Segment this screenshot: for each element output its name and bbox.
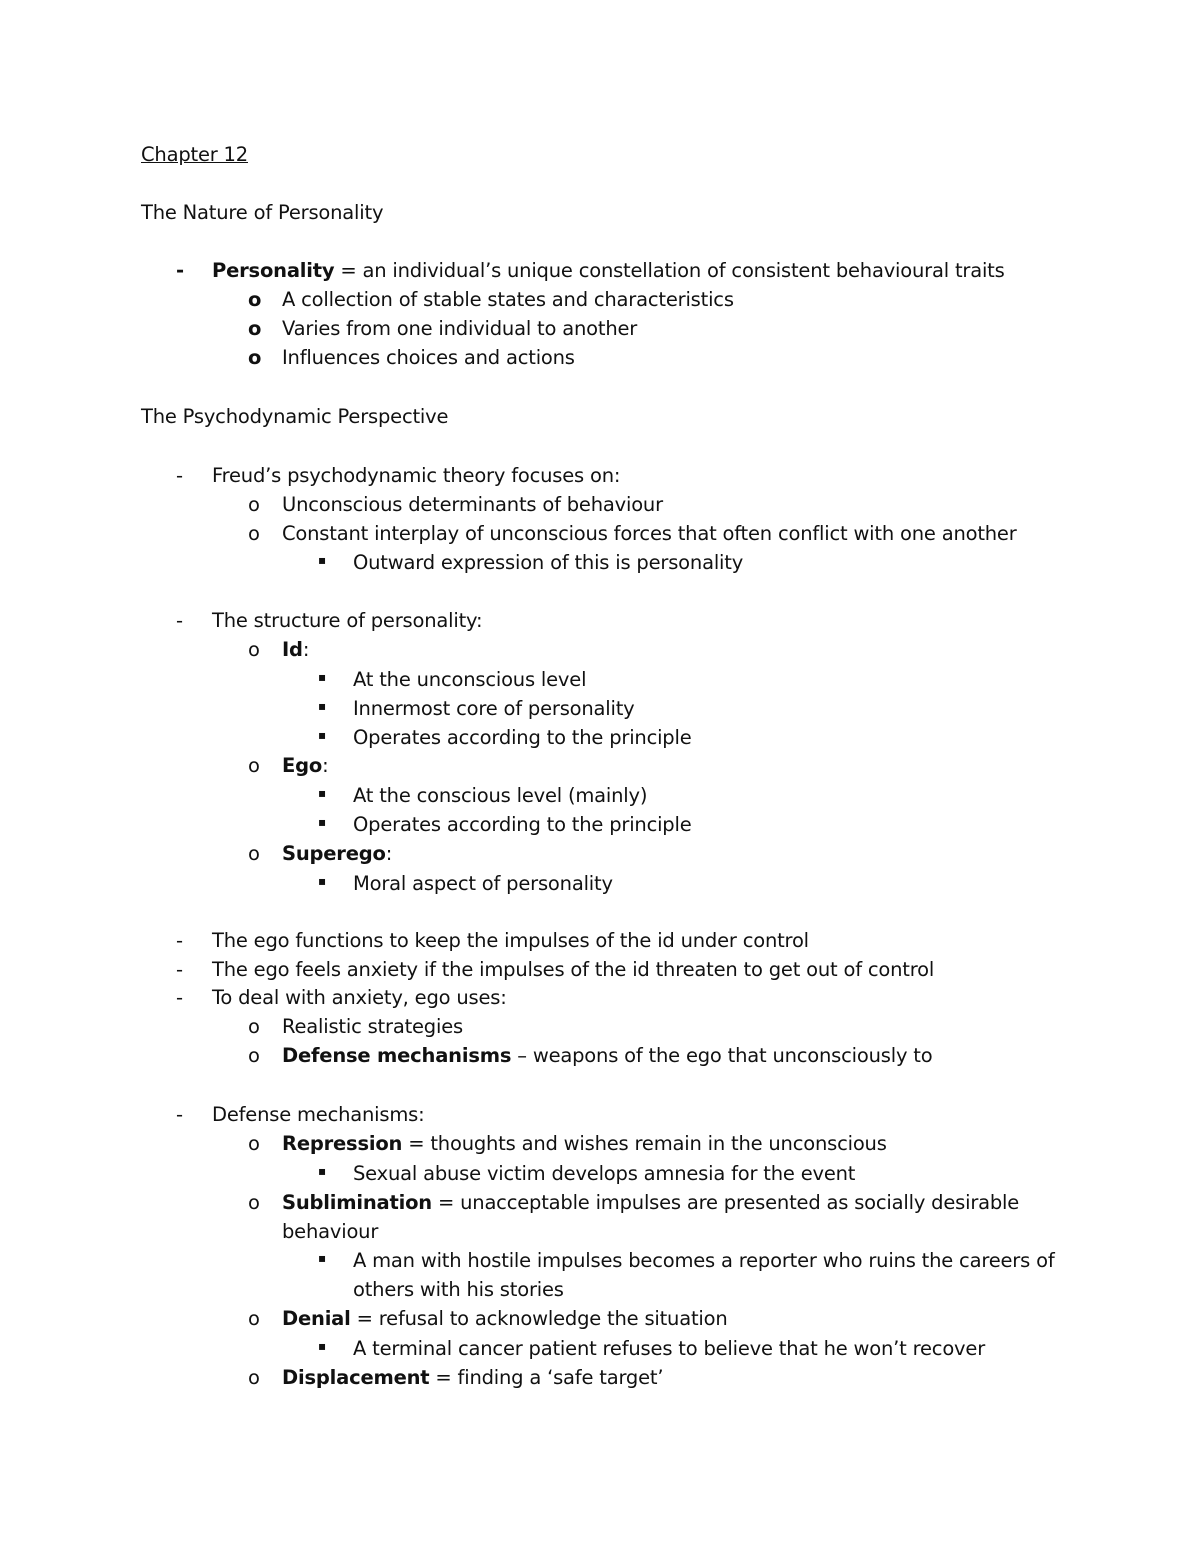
term: Sublimination bbox=[282, 1191, 432, 1214]
section-title: The Psychodynamic Perspective bbox=[141, 405, 449, 428]
list-item-text: The ego functions to keep the impulses of the id under control bbox=[212, 929, 809, 952]
list-item-text: Outward expression of this is personality bbox=[353, 551, 744, 574]
square-bullet-icon: ▪ bbox=[318, 786, 326, 800]
list-item-text: Moral aspect of personality bbox=[353, 872, 613, 895]
list-item-continuation: behaviour bbox=[282, 1220, 379, 1243]
circle-bullet-icon: o bbox=[248, 288, 262, 311]
colon: : bbox=[322, 754, 329, 777]
chapter-heading: Chapter 12 bbox=[141, 143, 248, 166]
dash-bullet-icon: - bbox=[176, 1103, 183, 1126]
circle-bullet-icon: o bbox=[248, 638, 260, 661]
list-item-text: Defense mechanisms: bbox=[212, 1103, 425, 1126]
circle-bullet-icon: o bbox=[248, 1191, 260, 1214]
list-item-text: At the unconscious level bbox=[353, 668, 587, 691]
circle-bullet-icon: o bbox=[248, 1307, 260, 1330]
list-item-text: Sexual abuse victim develops amnesia for the event bbox=[353, 1162, 856, 1185]
square-bullet-icon: ▪ bbox=[318, 815, 326, 829]
list-item-continuation: others with his stories bbox=[353, 1278, 564, 1301]
circle-bullet-icon: o bbox=[248, 317, 262, 340]
colon: : bbox=[385, 842, 393, 865]
list-item-text: Influences choices and actions bbox=[282, 346, 575, 369]
term: Id bbox=[282, 638, 303, 661]
definition: = refusal to acknowledge the situation bbox=[350, 1307, 728, 1330]
term: Personality bbox=[212, 259, 335, 282]
circle-bullet-icon: o bbox=[248, 1132, 260, 1155]
circle-bullet-icon: o bbox=[248, 754, 260, 777]
list-item-text: To deal with anxiety, ego uses: bbox=[212, 986, 507, 1009]
dash-bullet-icon: - bbox=[176, 958, 183, 981]
term: Ego bbox=[282, 754, 323, 777]
circle-bullet-icon: o bbox=[248, 346, 262, 369]
list-item-text: Innermost core of personality bbox=[353, 697, 635, 720]
list-item-text: Unconscious determinants of behaviour bbox=[282, 493, 663, 516]
list-item-text: The ego feels anxiety if the impulses of the id threaten to get out of control bbox=[212, 958, 935, 981]
dash-bullet-icon: - bbox=[176, 609, 183, 632]
square-bullet-icon: ▪ bbox=[318, 1339, 326, 1353]
section-title: The Nature of Personality bbox=[141, 201, 384, 224]
term: Denial bbox=[282, 1307, 351, 1330]
term: Defense mechanisms bbox=[282, 1044, 512, 1067]
list-item-text: A terminal cancer patient refuses to believe that he won’t recover bbox=[353, 1337, 986, 1360]
circle-bullet-icon: o bbox=[248, 1044, 260, 1067]
definition: = unacceptable impulses are presented as socially desirable bbox=[431, 1191, 1020, 1214]
colon: : bbox=[302, 638, 310, 661]
circle-bullet-icon: o bbox=[248, 493, 260, 516]
list-item-text: Varies from one individual to another bbox=[282, 317, 638, 340]
list-item-text: Freud’s psychodynamic theory focuses on: bbox=[212, 464, 621, 487]
square-bullet-icon: ▪ bbox=[318, 728, 326, 742]
square-bullet-icon: ▪ bbox=[318, 670, 326, 684]
definition: = finding a ‘safe target’ bbox=[429, 1366, 664, 1389]
list-item-text: The structure of personality: bbox=[212, 609, 483, 632]
square-bullet-icon: ▪ bbox=[318, 553, 326, 567]
dash-bullet-icon: - bbox=[176, 464, 183, 487]
circle-bullet-icon: o bbox=[248, 1015, 260, 1038]
square-bullet-icon: ▪ bbox=[318, 1251, 326, 1265]
circle-bullet-icon: o bbox=[248, 842, 260, 865]
list-item-text: Realistic strategies bbox=[282, 1015, 463, 1038]
definition: = thoughts and wishes remain in the unconscious bbox=[402, 1132, 887, 1155]
term: Displacement bbox=[282, 1366, 430, 1389]
list-item-text: A collection of stable states and characteristics bbox=[282, 288, 734, 311]
definition: – weapons of the ego that unconsciously to bbox=[511, 1044, 933, 1067]
definition: = an individual’s unique constellation of consistent behavioural traits bbox=[334, 259, 1005, 282]
list-item-text: At the conscious level (mainly) bbox=[353, 784, 648, 807]
square-bullet-icon: ▪ bbox=[318, 1164, 326, 1178]
square-bullet-icon: ▪ bbox=[318, 874, 326, 888]
list-item-text: A man with hostile impulses becomes a reporter who ruins the careers of bbox=[353, 1249, 1055, 1272]
list-item-text: Operates according to the principle bbox=[353, 813, 692, 836]
circle-bullet-icon: o bbox=[248, 522, 260, 545]
term: Repression bbox=[282, 1132, 403, 1155]
circle-bullet-icon: o bbox=[248, 1366, 260, 1389]
square-bullet-icon: ▪ bbox=[318, 699, 326, 713]
dash-bullet-icon: - bbox=[176, 259, 184, 282]
term: Superego bbox=[282, 842, 386, 865]
list-item-text: Operates according to the principle bbox=[353, 726, 692, 749]
dash-bullet-icon: - bbox=[176, 986, 183, 1009]
dash-bullet-icon: - bbox=[176, 929, 183, 952]
list-item-text: Constant interplay of unconscious forces that often conflict with one another bbox=[282, 522, 1017, 545]
